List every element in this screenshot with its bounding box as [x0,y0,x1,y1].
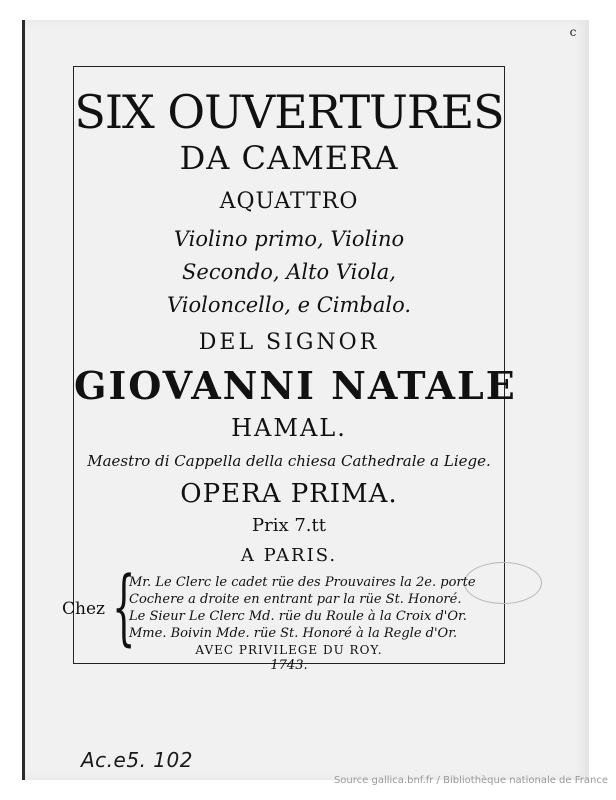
title-page [22,20,589,780]
del-signor: DEL SIGNOR [198,330,380,355]
publisher-city: A PARIS. [240,545,338,566]
instruments-line-3: Violoncello, e Cimbalo. [166,293,412,317]
instruments-line-1: Violino primo, Violino [173,227,405,251]
source-credit: Source gallica.bnf.fr / Bibliothèque nationale de France [333,775,608,786]
title-line-2: DA CAMERA [179,139,399,177]
composer-position: Maestro di Cappella della chiesa Cathedrale a Liege. [87,452,491,470]
shelfmark: Ac.e5. 102 [81,748,193,772]
title-line-3: AQUATTRO [219,189,359,214]
brace-icon: { [112,560,136,655]
publisher-address-1: Mr. Le Clerc le cadet rüe des Prouvaires la 2e. porte [129,575,476,590]
price: Prix 7.tt [252,515,326,536]
royal-privilege: AVEC PRIVILEGE DU ROY. [195,643,383,657]
title-frame [62,66,517,673]
corner-mark: c [569,25,577,39]
publication-year: 1743. [270,658,308,673]
instruments-line-2: Secondo, Alto Viola, [182,260,396,284]
chez-label: Chez [62,599,105,619]
title-line-1: SIX OUVERTURES [74,85,504,139]
publisher-address-4: Mme. Boivin Mde. rüe St. Honoré à la Regle d'Or. [129,626,458,641]
opus-number: OPERA PRIMA. [180,479,398,509]
publisher-address-3: Le Sieur Le Clerc Md. rüe du Roule à la Croix d'Or. [129,609,467,624]
composer-given-name: GIOVANNI NATALE [74,363,517,408]
publisher-address-2: Cochere a droite en entrant par la rüe St. Honoré. [129,592,462,607]
composer-family-name: HAMAL. [231,414,347,442]
